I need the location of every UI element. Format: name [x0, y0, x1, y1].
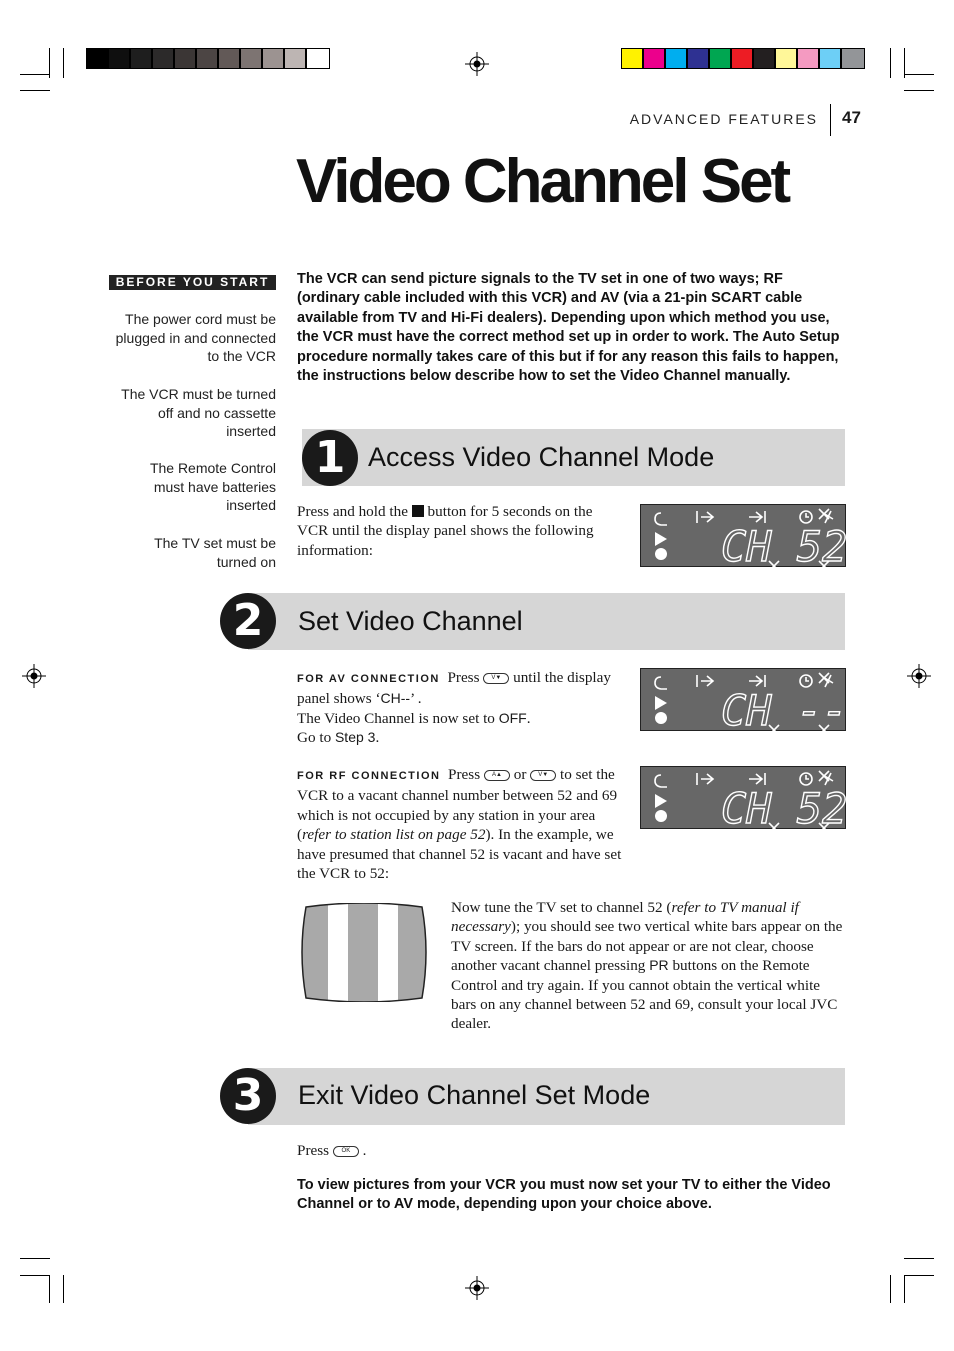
tv-screen-illustration: [298, 903, 430, 1002]
crop-mark: [20, 90, 50, 91]
step-3-text: Press OK .: [297, 1142, 367, 1159]
crop-mark: [20, 1275, 50, 1276]
page-number: 47: [842, 108, 861, 127]
record-icon: [655, 548, 667, 560]
timer-rec-icon: [655, 513, 667, 525]
registration-mark-icon: [465, 1276, 489, 1300]
crop-mark: [904, 90, 934, 91]
display-readout: CH 52: [721, 522, 847, 568]
step-1-number: 1: [302, 430, 358, 486]
step-1-title: Access Video Channel Mode: [368, 442, 715, 472]
ok-button[interactable]: OK: [333, 1146, 359, 1157]
channel-down-button[interactable]: V▼: [483, 673, 509, 684]
vcr-display-panel: [640, 668, 846, 731]
prerequisite-item: The power cord must be plugged in and connected to the VCR: [115, 311, 276, 364]
crop-mark: [904, 48, 905, 78]
crop-mark: [20, 74, 50, 75]
crop-mark: [63, 1275, 64, 1303]
display-readout: CH 52: [721, 784, 847, 830]
display-readout: CH --: [721, 686, 847, 732]
rf-connection-text: FOR RF CONNECTION Press A▲ or V▼ to set the VCR to a vacant channel number between 52 and 69 which is not occupied by any station in your area (refer to station list on page 52). In the example, we have presumed that channel 52 is vacant and have set the VCR to 52:: [297, 766, 622, 883]
tv-tune-text: Now tune the TV set to channel 52 (refer to TV manual if necessary); you should see two vertical white bars appear on the TV screen. If the bars do not appear or are not clear, choose another vacant channel pressing PR buttons on the Remote Control and try again. If you cannot obtain the vertical white bars on any channel between 52 and 69, consult your local JVC dealer.: [451, 899, 843, 1033]
vcr-display-panel: [640, 766, 846, 829]
crop-mark: [63, 48, 64, 78]
closing-note: To view pictures from your VCR you must now set your TV to either the Video Channel or to AV mode, depending upon your choice above.: [297, 1177, 831, 1213]
step-3-number: 3: [220, 1068, 276, 1124]
crop-mark: [49, 48, 50, 78]
crop-mark: [904, 1258, 934, 1259]
play-icon: [655, 532, 667, 546]
section-header: ADVANCED FEATURES: [629, 111, 818, 127]
crop-mark: [890, 48, 891, 78]
registration-mark-icon: [465, 52, 489, 76]
channel-up-button[interactable]: A▲: [484, 770, 510, 781]
step-1-text: Press and hold the button for 5 seconds on the VCR until the display panel shows the following information:: [297, 503, 594, 559]
crop-mark: [20, 1258, 50, 1259]
page-title: Video Channel Set: [296, 147, 789, 216]
header-divider: [830, 104, 831, 136]
crop-mark: [904, 1275, 934, 1276]
play-forward-icon: [697, 511, 713, 523]
crop-mark: [904, 74, 934, 75]
tv-tune-text-tail: buttons on the Remote Control and try again. If you cannot obtain the vertical white bars on any channel between 52 and 69, consult your local JVC dealer.: [451, 957, 838, 1033]
prerequisite-item: The TV set must be turned on: [154, 535, 276, 570]
step-2-number: 2: [220, 593, 276, 649]
before-you-start-label: BEFORE YOU START: [109, 275, 276, 290]
crop-mark: [890, 1275, 891, 1303]
prerequisite-item: The VCR must be turned off and no cassette inserted: [121, 386, 276, 439]
step-3-title: Exit Video Channel Set Mode: [298, 1080, 651, 1110]
vcr-display-panel: [640, 504, 846, 567]
registration-mark-icon: [907, 664, 931, 688]
prerequisite-item: The Remote Control must have batteries inserted: [149, 460, 276, 513]
channel-down-button[interactable]: V▼: [530, 770, 556, 781]
registration-mark-icon: [22, 664, 46, 688]
stop-button-icon: [412, 505, 424, 517]
av-connection-text: FOR AV CONNECTION Press V▼ until the display panel shows ‘CH--’ . The Video Channel is now set to OFF. Go to Step 3.: [297, 669, 611, 747]
crop-mark: [904, 1275, 905, 1303]
step-2-title: Set Video Channel: [298, 606, 523, 636]
intro-paragraph: The VCR can send picture signals to the TV set in one of two ways; RF (ordinary cable included with this VCR) and AV (via a 21-pin SCART cable available from TV and Hi-Fi dealers). Depending upon which method you use, the VCR must have the correct method set up in order to work. The Auto Setup procedure normally takes care of this but if for any reason this fails to happen, the instructions below describe how to set the Video Channel manually.: [297, 271, 840, 385]
crop-mark: [49, 1275, 50, 1303]
